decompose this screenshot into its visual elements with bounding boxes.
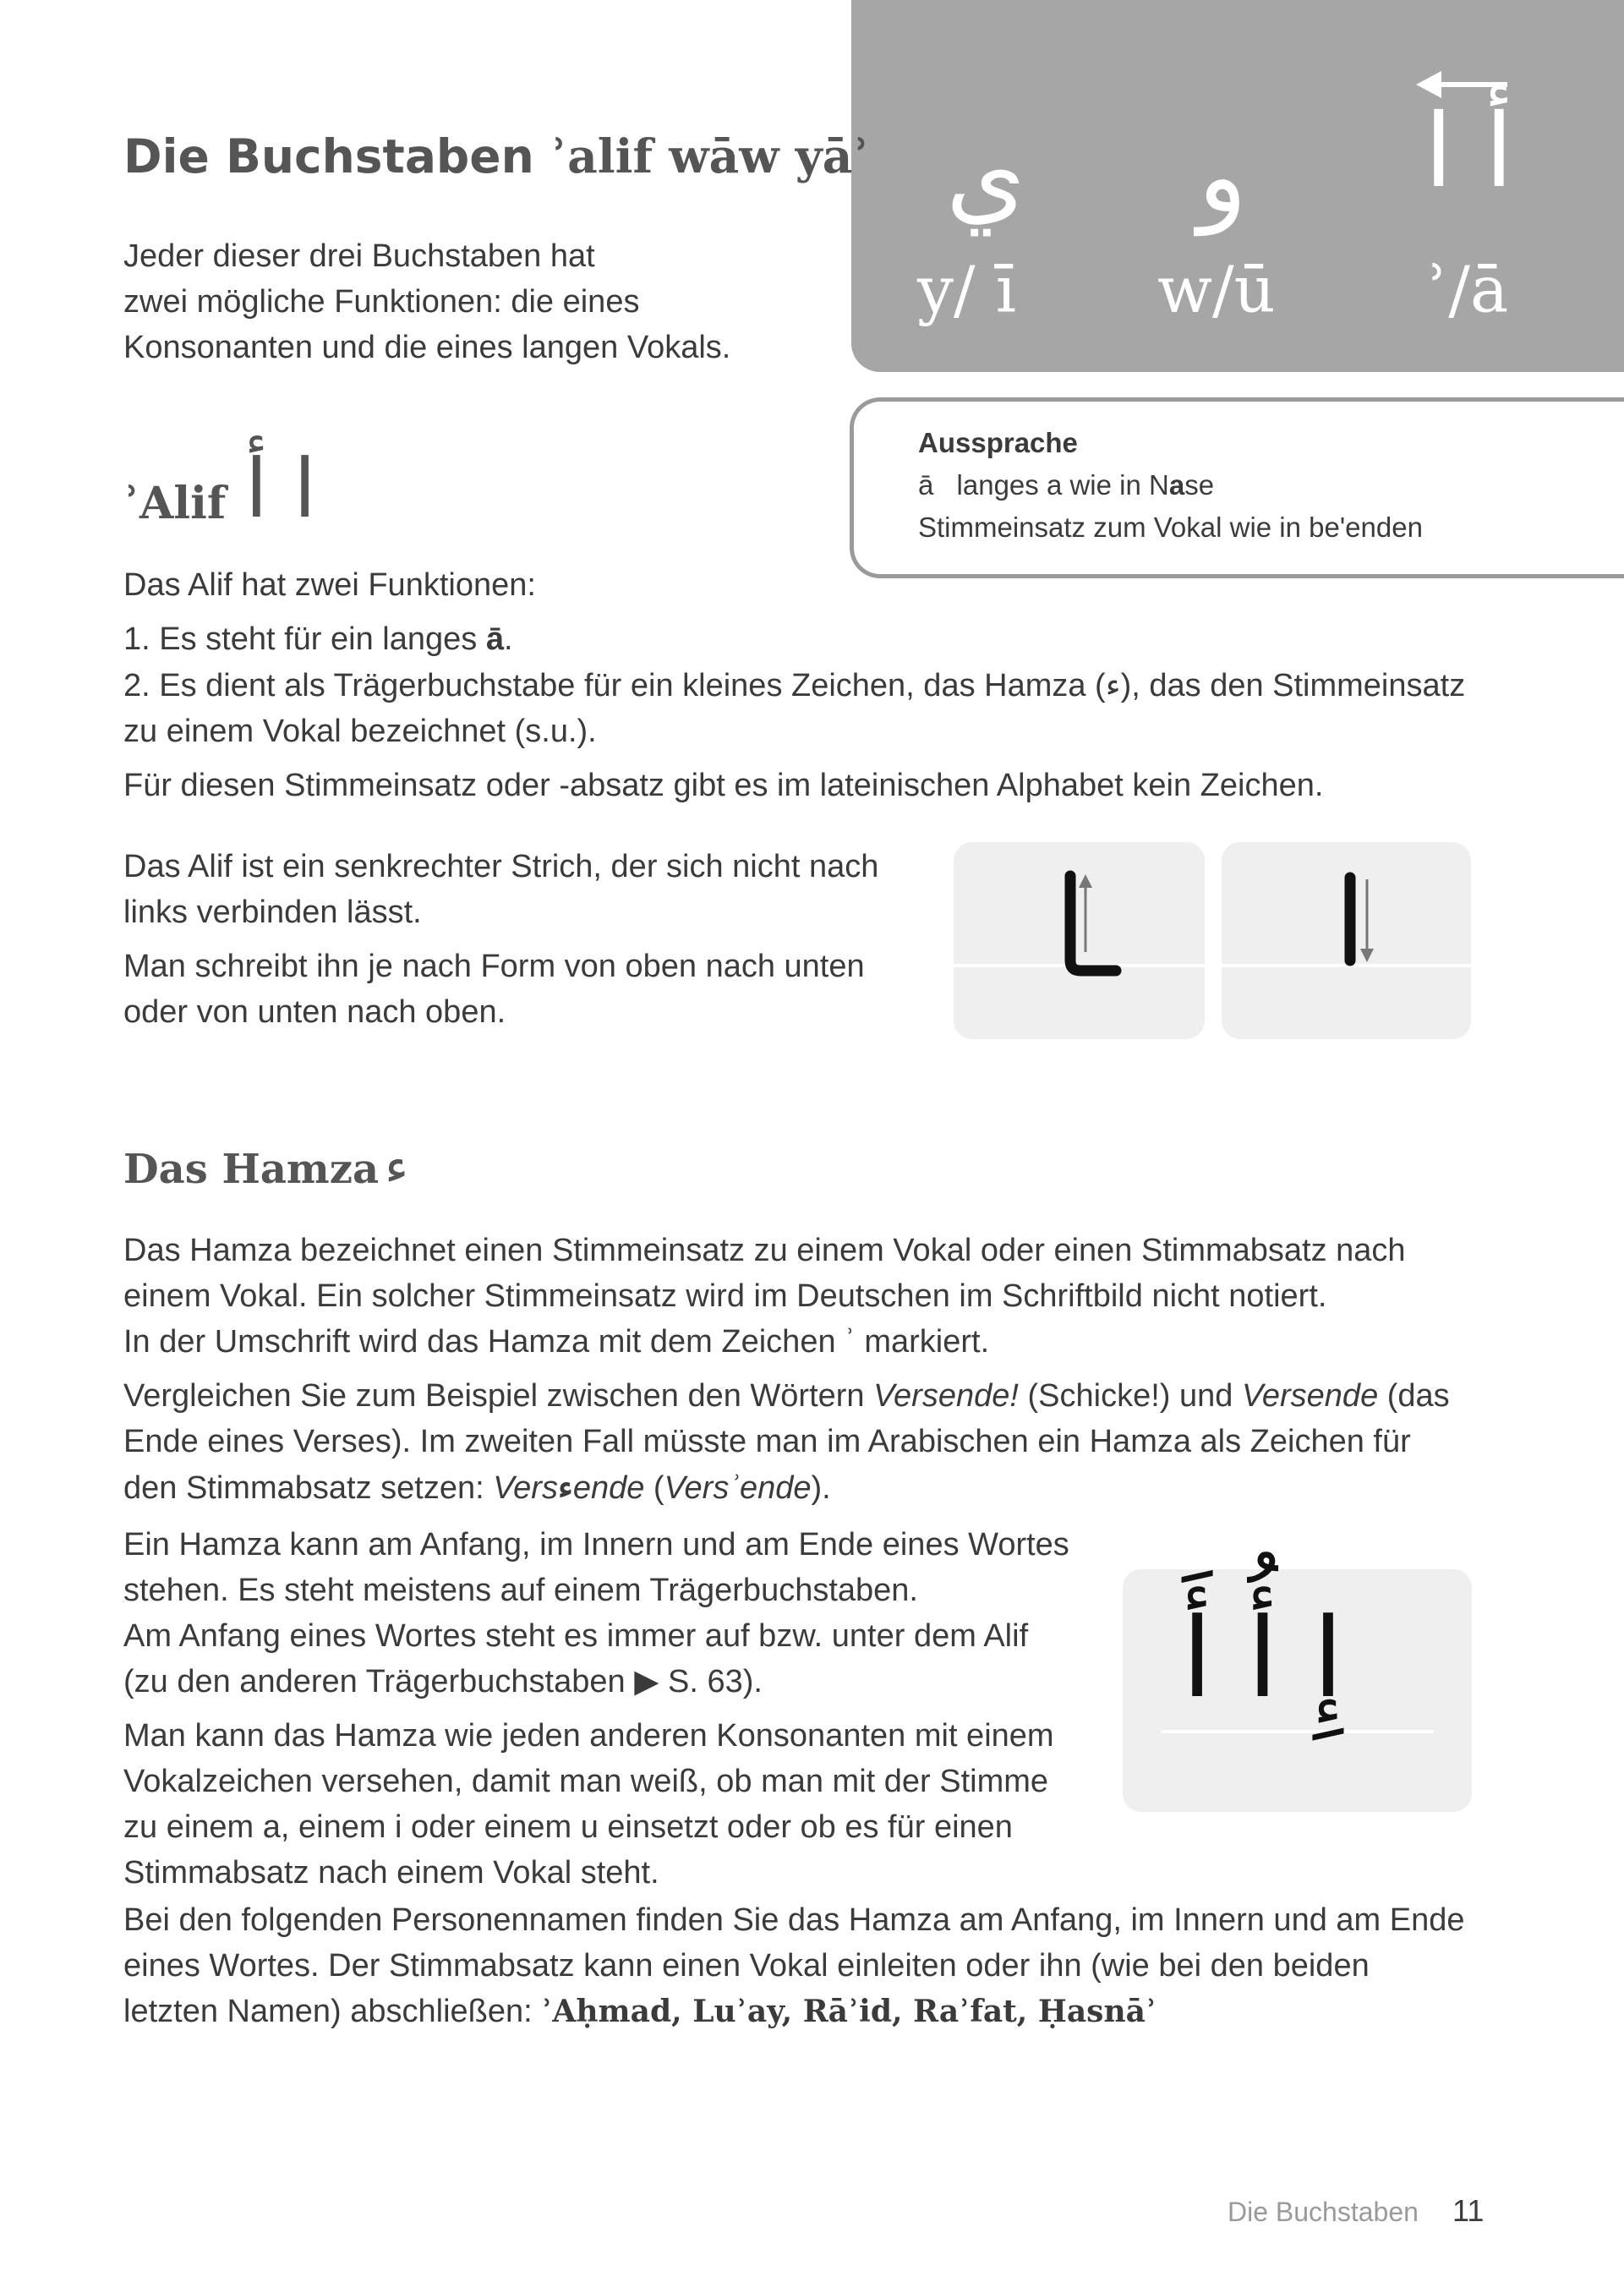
text-span: ). xyxy=(811,1470,831,1506)
title-translit: ʾalif wāw yāʾ xyxy=(550,129,870,183)
intro-line: Jeder dieser drei Buchstaben hat xyxy=(123,238,595,274)
text-span: den Stimmabsatz setzen: xyxy=(123,1470,494,1506)
hamza-names-text xyxy=(123,1897,1518,2034)
hamza-paragraph: eines Wortes. Der Stimmabsatz kann einen Vokal einleiten oder ihn (wie bei den beiden xyxy=(123,1948,1370,1984)
hamza-paragraph: zu einem a, einem i oder einem u einsetzt oder ob es für einen xyxy=(123,1809,1013,1845)
hamza-glyph: ء xyxy=(557,1468,573,1506)
text-span: 2. Es dient als Trägerbuchstabe für ein kleines Zeichen, das Hamza ( xyxy=(123,668,1106,703)
alif-heading-arabic: ا أ xyxy=(245,441,316,536)
text-span: Versende! xyxy=(873,1378,1019,1414)
text-span: ( xyxy=(644,1470,664,1506)
pronunciation-line-1 xyxy=(918,469,1214,501)
alif-paragraph: Das Alif hat zwei Funktionen: xyxy=(123,567,536,603)
person-names: ʾAḥmad, Luʾay, Rāʾid, Raʾfat, Ḥasnāʾ xyxy=(541,1994,1157,2029)
hamza-paragraph: In der Umschrift wird das Hamza mit dem Zeichen ʾ markiert. xyxy=(123,1324,990,1360)
hamza-paragraph: einem Vokal. Ein solcher Stimmeinsatz wird im Deutschen im Schriftbild nicht notiert. xyxy=(123,1278,1327,1314)
intro-line: zwei mögliche Funktionen: die eines xyxy=(123,284,640,320)
hamza-forms-panel xyxy=(1123,1569,1472,1812)
text-span: letzten Namen) abschließen: xyxy=(123,1994,542,2029)
alif-paragraph xyxy=(123,662,1476,709)
text-span: ), das den Stimmeinsatz xyxy=(1120,668,1466,703)
hamza-paragraph: (zu den anderen Trägerbuchstaben ▶ S. 63). xyxy=(123,1664,763,1699)
alif-final-stroke-icon xyxy=(1038,867,1123,986)
alif-stroke-panel-down xyxy=(1222,842,1471,1039)
hamza-paragraph xyxy=(123,1464,1518,1511)
hamza-body xyxy=(123,1228,1518,1511)
pronunciation-box xyxy=(850,397,1624,578)
text-span: (das xyxy=(1378,1378,1450,1414)
pronunciation-title: Aussprache xyxy=(918,427,1078,458)
letter-alif: أ ا xyxy=(1424,93,1513,211)
text-span: Vers xyxy=(493,1470,558,1506)
hamza-paragraph xyxy=(123,1989,1518,2034)
pronunciation-text: se xyxy=(1184,469,1215,501)
hamza-paragraph: Ein Hamza kann am Anfang, im Innern und am Ende eines Wortes xyxy=(123,1527,1069,1562)
hamza-position-text xyxy=(123,1522,1121,1896)
text-span: 1. Es steht für ein langes xyxy=(123,621,486,657)
alif-stroke-panel-up xyxy=(954,842,1205,1039)
hamza-paragraph: Stimmabsatz nach einem Vokal steht. xyxy=(123,1855,659,1891)
hamza-paragraph: Ende eines Verses). Im zweiten Fall müsste man im Arabischen ein Hamza als Zeichen für xyxy=(123,1424,1411,1459)
text-span: . xyxy=(503,621,513,657)
hamza-glyph: ء xyxy=(1105,666,1121,703)
letter-ya: ي xyxy=(946,118,1025,236)
hamza-forms-letters: إِ أُ أَ xyxy=(1182,1594,1344,1722)
hamza-paragraph: stehen. Es steht meistens auf einem Trägerbuchstaben. xyxy=(123,1573,918,1608)
pronunciation-highlight: a xyxy=(1168,469,1185,501)
text-span: Versende xyxy=(1241,1378,1379,1414)
hamza-paragraph: Man kann das Hamza wie jeden anderen Konsonanten mit einem xyxy=(123,1718,1054,1754)
alif-paragraph: Man schreibt ihn je nach Form von oben nach unten xyxy=(123,949,865,984)
alif-paragraph: Für diesen Stimmeinsatz oder -absatz gibt es im lateinischen Alphabet kein Zeichen. xyxy=(123,768,1324,803)
alif-paragraph: oder von unten nach oben. xyxy=(123,994,506,1030)
letters-header-box xyxy=(851,0,1624,372)
intro-paragraph xyxy=(123,233,730,370)
text-span: Versʾende xyxy=(664,1470,812,1506)
text-span: Vergleichen Sie zum Beispiel zwischen den Wörtern xyxy=(123,1378,874,1414)
hamza-paragraph: Bei den folgenden Personennamen finden Sie das Hamza am Anfang, im Innern und am Ende xyxy=(123,1902,1465,1938)
translit-ya: y/ ī xyxy=(917,252,1017,327)
pronunciation-symbol: ā xyxy=(918,469,934,501)
pronunciation-line-2: Stimmeinsatz zum Vokal wie in be'enden xyxy=(918,512,1423,543)
hamza-paragraph xyxy=(123,1373,1518,1419)
alif-heading: ʾAlif xyxy=(123,478,227,529)
translit-alif: ʾ/ā xyxy=(1429,252,1509,327)
alif-isolated-stroke-icon xyxy=(1331,867,1399,986)
text-span: ā xyxy=(485,621,504,657)
text-span: ende xyxy=(572,1470,645,1506)
alif-stroke-text xyxy=(123,844,935,1035)
letter-waw: و xyxy=(1198,118,1247,236)
hamza-heading: Das Hamza xyxy=(123,1146,380,1193)
alif-paragraph: zu einem Vokal bezeichnet (s.u.). xyxy=(123,714,597,749)
hamza-paragraph: Am Anfang eines Wortes steht es immer auf bzw. unter dem Alif xyxy=(123,1618,1029,1654)
page-title xyxy=(123,129,870,183)
alif-paragraph: Das Alif ist ein senkrechter Strich, der sich nicht nach xyxy=(123,849,879,884)
baseline xyxy=(1161,1730,1434,1733)
alif-body xyxy=(123,562,1476,808)
title-text: Die Buchstaben xyxy=(123,129,550,183)
hamza-heading-arabic: ء xyxy=(385,1137,409,1196)
text-span: (Schicke!) und xyxy=(1018,1378,1242,1414)
translit-waw: w/ū xyxy=(1157,252,1276,327)
alif-paragraph xyxy=(123,616,1476,662)
hamza-paragraph: Das Hamza bezeichnet einen Stimmeinsatz zu einem Vokal oder einen Stimmabsatz nach xyxy=(123,1233,1406,1268)
hamza-paragraph: Vokalzeichen versehen, damit man weiß, ob man mit der Stimme xyxy=(123,1764,1049,1799)
page-number: 11 xyxy=(1452,2193,1485,2228)
pronunciation-text: langes a wie in N xyxy=(956,469,1169,501)
alif-paragraph: links verbinden lässt. xyxy=(123,895,422,930)
footer-section-label: Die Buchstaben xyxy=(1228,2197,1419,2227)
intro-line: Konsonanten und die eines langen Vokals. xyxy=(123,330,731,365)
